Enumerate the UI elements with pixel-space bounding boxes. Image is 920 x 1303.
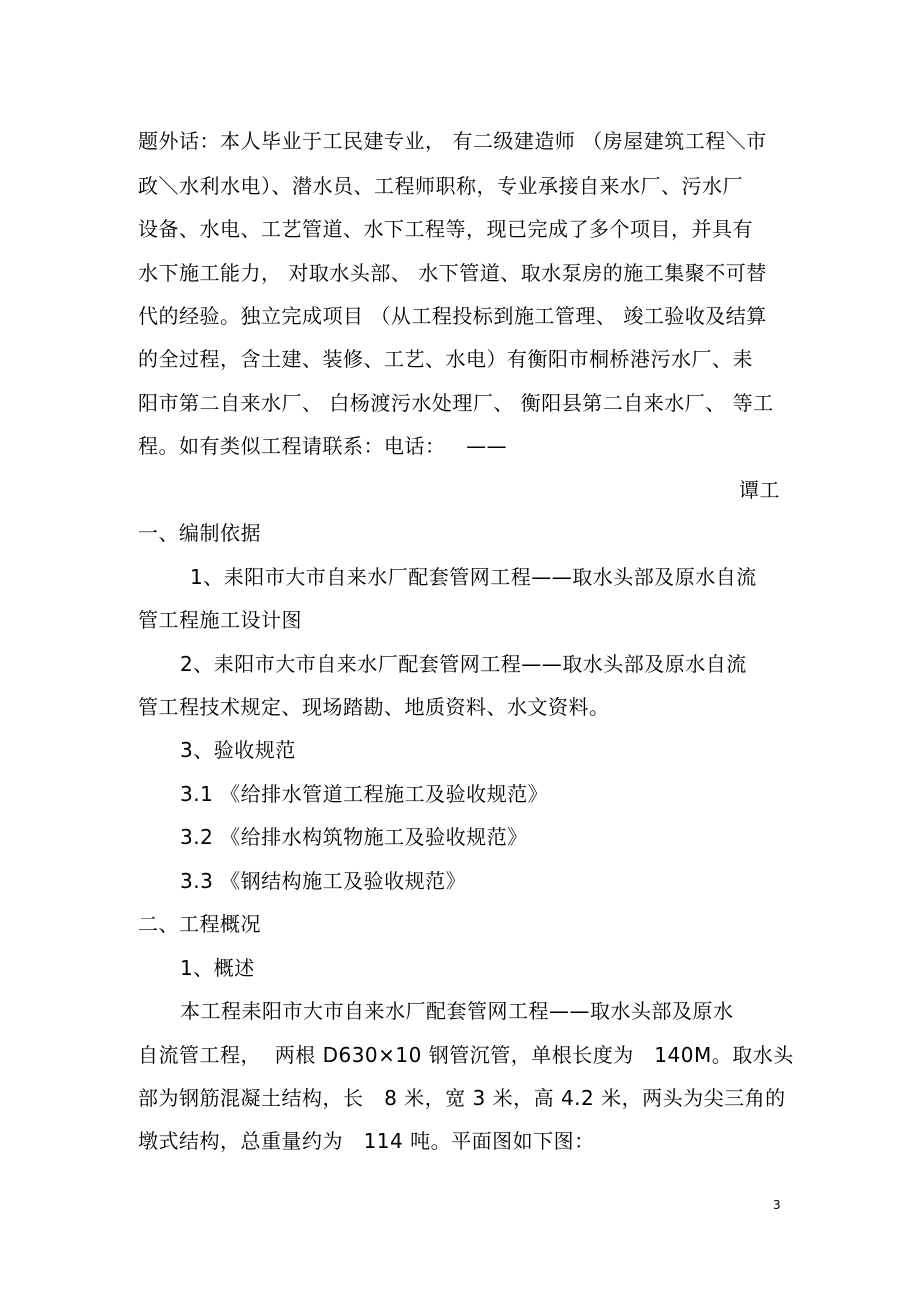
section1-item2-line1: 2、耒阳市大市自来水厂配套管网工程——取水头部及原水自流: [180, 652, 747, 676]
section2-sub1: 1、概述: [180, 956, 255, 980]
section2-para-line-2: 自流管工程， 两根 D630×10 钢管沉管，单根长度为 140M。取水头: [138, 1043, 794, 1067]
intro-line-6: 的全过程，含土建、装修、工艺、水电）有衡阳市桐桥港污水厂、耒: [138, 347, 753, 371]
section1-item32: 3.2 《给排水构筑物施工及验收规范》: [180, 825, 528, 849]
intro-line-8: 程。如有类似工程请联系：电话： ——: [138, 434, 508, 458]
section2-heading: 二、工程概况: [138, 912, 261, 936]
section1-heading: 一、编制依据: [138, 521, 261, 545]
intro-line-2: 政＼水利水电）、潜水员、工程师职称，专业承接自来水厂、污水厂: [138, 174, 743, 198]
section2-para-line-4: 墩式结构，总重量约为 114 吨。平面图如下图：: [138, 1129, 595, 1153]
intro-line-5: 代的经验。独立完成项目 （从工程投标到施工管理、 竣工验收及结算: [138, 304, 767, 328]
intro-line-7: 阳市第二自来水厂、 白杨渡污水处理厂、 衡阳县第二自来水厂、 等工: [138, 391, 774, 415]
section1-item31: 3.1 《给排水管道工程施工及验收规范》: [180, 782, 549, 806]
section1-item1-line2: 管工程施工设计图: [138, 608, 302, 632]
signature: 谭工: [739, 478, 780, 502]
intro-line-3: 设备、水电、工艺管道、水下工程等，现已完成了多个项目，并具有: [138, 217, 753, 241]
intro-line-4: 水下施工能力， 对取水头部、 水下管道、取水泵房的施工集聚不可替: [138, 261, 767, 285]
section2-para-line-1: 本工程耒阳市大市自来水厂配套管网工程——取水头部及原水: [180, 999, 734, 1023]
section2-para-line-3: 部为钢筋混凝土结构，长 8 米，宽 3 米，高 4.2 米，两头为尖三角的: [138, 1086, 786, 1110]
section1-item2-line2: 管工程技术规定、现场踏勘、地质资料、水文资料。: [138, 695, 610, 719]
section1-item1-line1: 1、耒阳市大市自来水厂配套管网工程——取水头部及原水自流: [190, 565, 757, 589]
intro-line-1: 题外话：本人毕业于工民建专业， 有二级建造师 （房屋建筑工程＼市: [138, 129, 767, 153]
page-number: 3: [773, 1198, 781, 1212]
section1-item33: 3.3 《钢结构施工及验收规范》: [180, 869, 467, 893]
section1-item3: 3、验收规范: [180, 738, 296, 762]
